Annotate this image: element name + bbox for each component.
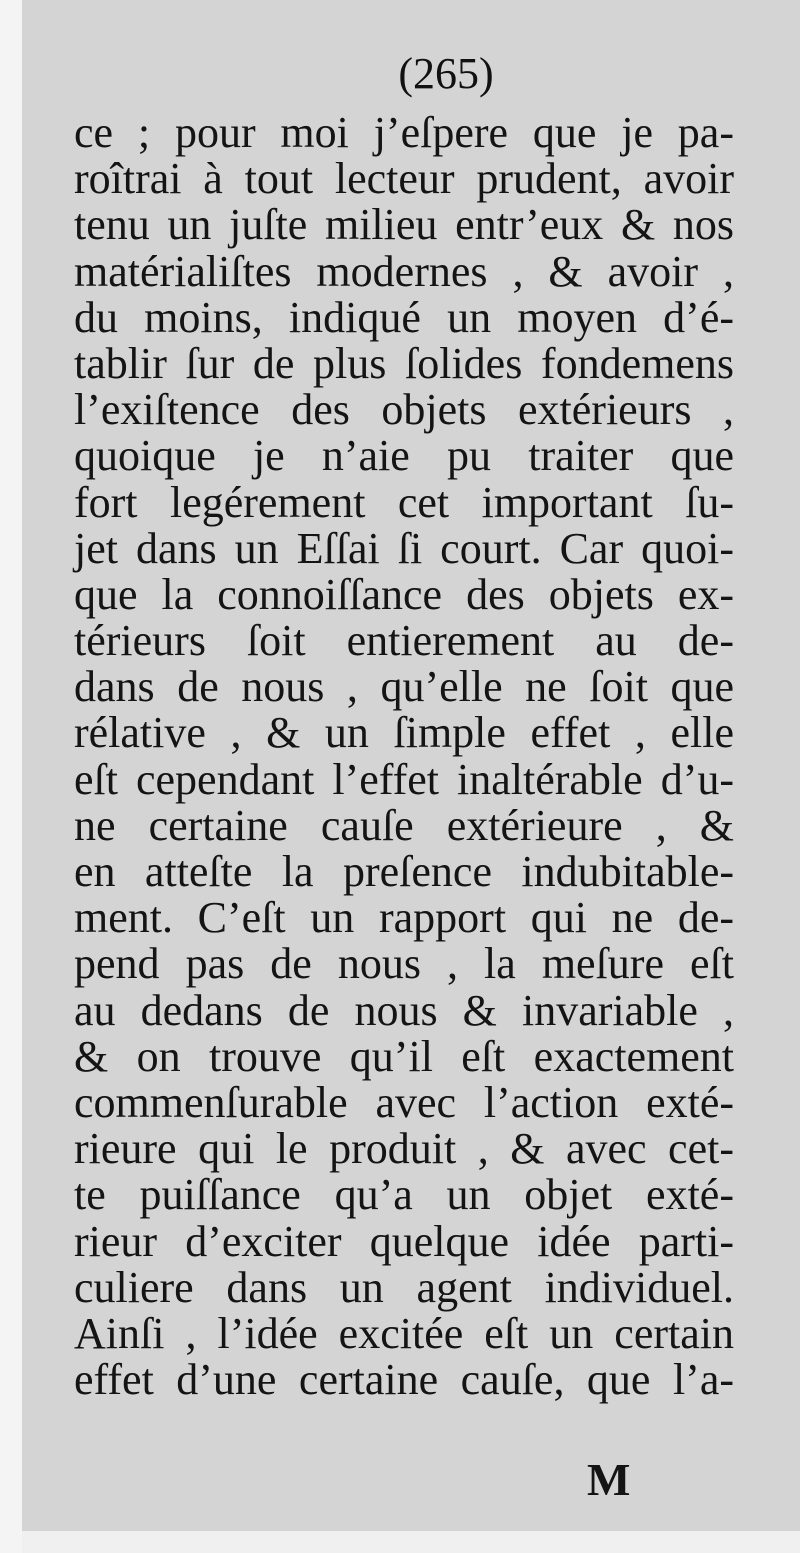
- text-line: jet dans un Eſſai ſi court. Car quoi-: [74, 523, 734, 573]
- text-line: pend pas de nous , la meſure eſt: [74, 939, 734, 989]
- text-line: térieurs ſoit entierement au de-: [74, 616, 734, 666]
- text-line: fort legérement cet important ſu-: [74, 477, 734, 527]
- text-line: rieure qui le produit , & avec cet-: [74, 1124, 734, 1174]
- text-line: rélative , & un ſimple effet , elle: [74, 708, 734, 758]
- text-line: ce ; pour moi j’eſpere que je pa-: [74, 108, 734, 157]
- text-line: quoique je n’aie pu traiter que: [74, 431, 734, 481]
- text-line: au dedans de nous & invariable ,: [74, 985, 734, 1035]
- text-line: matérialiſtes modernes , & avoir ,: [74, 246, 734, 296]
- body-text: [74, 110, 734, 1403]
- text-line: rieur d’exciter quelque idée parti-: [74, 1216, 734, 1266]
- text-line: que la connoiſſance des objets ex-: [74, 569, 734, 619]
- text-line: tenu un juſte milieu entr’eux & nos: [74, 200, 734, 250]
- page-number: (265): [398, 49, 494, 98]
- text-line: dans de nous , qu’elle ne ſoit que: [74, 662, 734, 712]
- text-line: du moins, indiqué un moyen d’é-: [74, 292, 734, 342]
- text-line: commenſurable avec l’action exté-: [74, 1077, 734, 1127]
- book-page: [22, 0, 800, 1553]
- text-line: en atteſte la preſence indubitable-: [74, 847, 734, 896]
- text-line: ne certaine cauſe extérieure , &: [74, 800, 734, 850]
- text-line: culiere dans un agent individuel.: [74, 1262, 734, 1312]
- left-margin: [0, 0, 22, 1553]
- signature-mark: M: [587, 1454, 631, 1505]
- text-line: roîtrai à tout lecteur prudent, avoir: [74, 154, 734, 204]
- text-line: effet d’une certaine cauſe, que l’a-: [74, 1355, 734, 1405]
- text-line: te puiſſance qu’a un objet exté-: [74, 1170, 734, 1220]
- text-line: Ainſi , l’idée excitée eſt un certain: [74, 1308, 734, 1358]
- text-line: eſt cependant l’effet inaltérable d’u-: [74, 754, 734, 804]
- text-line: l’exiſtence des objets extérieurs ,: [74, 385, 734, 435]
- bottom-margin: [22, 1531, 800, 1553]
- text-line: ment. C’eſt un rapport qui ne de-: [74, 893, 734, 943]
- text-line: & on trouve qu’il eſt exactement: [74, 1031, 734, 1081]
- text-line: tablir ſur de plus ſolides fondemens: [74, 338, 734, 388]
